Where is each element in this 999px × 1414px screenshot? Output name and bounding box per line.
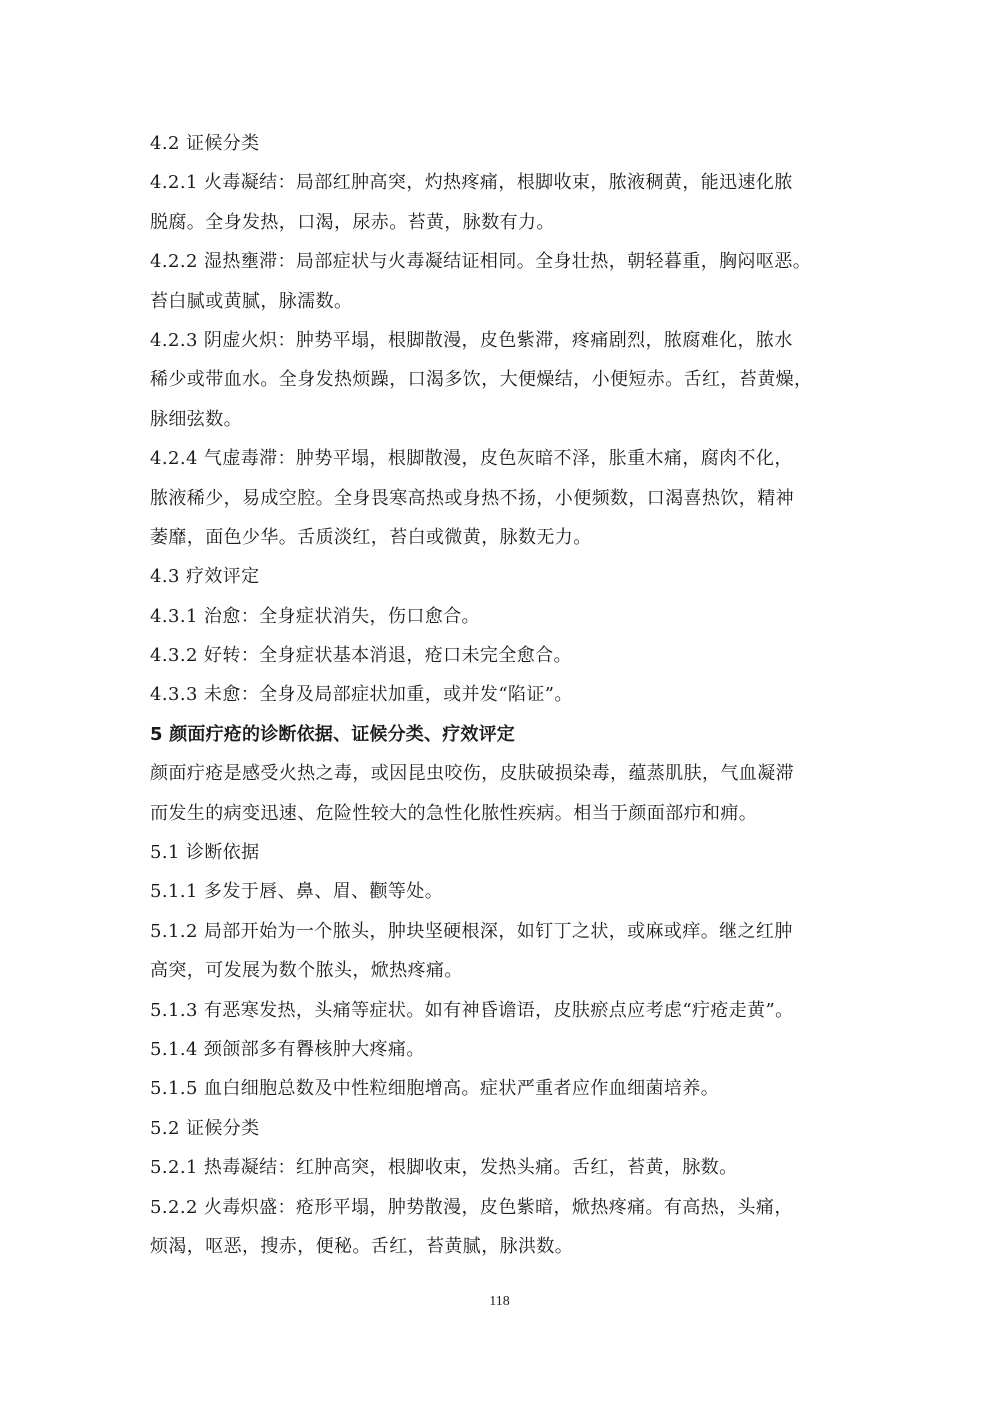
section-heading-5-2: 5.2 证候分类 <box>150 1117 260 1139</box>
text-line: 5.1.4 颈颌部多有臖核肿大疼痛。 <box>150 1038 425 1060</box>
text-line: 4.2.4 气虚毒滞：肿势平塌，根脚散漫，皮色灰暗不泽，胀重木痛，腐肉不化， <box>150 448 793 470</box>
text-line: 5.1.1 多发于唇、鼻、眉、颧等处。 <box>150 881 444 903</box>
text-line: 4.3.1 治愈：全身症状消失，伤口愈合。 <box>150 605 480 627</box>
text-line: 脱腐。全身发热，口渴，尿赤。苔黄，脉数有力。 <box>150 211 555 233</box>
text-line: 5.1.3 有恶寒发热，头痛等症状。如有神昏谵语，皮肤瘀点应考虑“疔疮走黄”。 <box>150 999 794 1021</box>
chapter-heading-5: 5 颜面疔疮的诊断依据、证候分类、疗效评定 <box>150 723 515 745</box>
text-line: 脓液稀少，易成空腔。全身畏寒高热或身热不扬，小便频数，口渴喜热饮，精神 <box>150 487 794 509</box>
text-line: 4.2.2 湿热壅滞：局部症状与火毒凝结证相同。全身壮热，朝轻暮重，胸闷呕恶。 <box>150 251 812 273</box>
text-line: 烦渴，呕恶，搜赤，便秘。舌红，苔黄腻，脉洪数。 <box>150 1235 574 1257</box>
page-number: 118 <box>489 1294 510 1309</box>
document-body <box>150 124 850 1266</box>
text-line: 而发生的病变迅速、危险性较大的急性化脓性疾病。相当于颜面部疖和痈。 <box>150 802 758 824</box>
text-line: 高突，可发展为数个脓头，焮热疼痛。 <box>150 960 463 982</box>
text-line: 4.3.2 好转：全身症状基本消退，疮口未完全愈合。 <box>150 645 572 667</box>
text-line: 萎靡，面色少华。舌质淡红，苔白或微黄，脉数无力。 <box>150 526 592 548</box>
text-line: 5.2.2 火毒炽盛：疮形平塌，肿势散漫，皮色紫暗，焮热疼痛。有高热，头痛， <box>150 1196 793 1218</box>
text-line: 脉细弦数。 <box>150 408 242 430</box>
text-line: 5.2.1 热毒凝结：红肿高突，根脚收束，发热头痛。舌红，苔黄，脉数。 <box>150 1157 738 1179</box>
section-heading-5-1: 5.1 诊断依据 <box>150 842 260 864</box>
text-line: 4.3.3 未愈：全身及局部症状加重，或并发“陷证”。 <box>150 684 573 706</box>
text-line: 4.2.3 阴虚火炽：肿势平塌，根脚散漫，皮色紫滞，疼痛剧烈，脓腐难化，脓水 <box>150 329 793 351</box>
text-line: 颜面疔疮是感受火热之毒，或因昆虫咬伤，皮肤破损染毒，蕴蒸肌肤，气血凝滞 <box>150 763 794 785</box>
section-heading-4-2: 4.2 证候分类 <box>150 133 260 154</box>
section-heading-4-3: 4.3 疗效评定 <box>150 566 260 588</box>
text-line: 苔白腻或黄腻，脉濡数。 <box>150 290 353 312</box>
text-line: 5.1.2 局部开始为一个脓头，肿块坚硬根深，如钉丁之状，或麻或痒。继之红肿 <box>150 920 793 942</box>
text-line: 稀少或带血水。全身发热烦躁，口渴多饮，大便燥结，小便短赤。舌红，苔黄燥， <box>150 369 813 391</box>
text-line: 5.1.5 血白细胞总数及中性粒细胞增高。症状严重者应作血细菌培养。 <box>150 1078 720 1100</box>
text-line: 4.2.1 火毒凝结：局部红肿高突，灼热疼痛，根脚收束，脓液稠黄，能迅速化脓 <box>150 172 793 194</box>
